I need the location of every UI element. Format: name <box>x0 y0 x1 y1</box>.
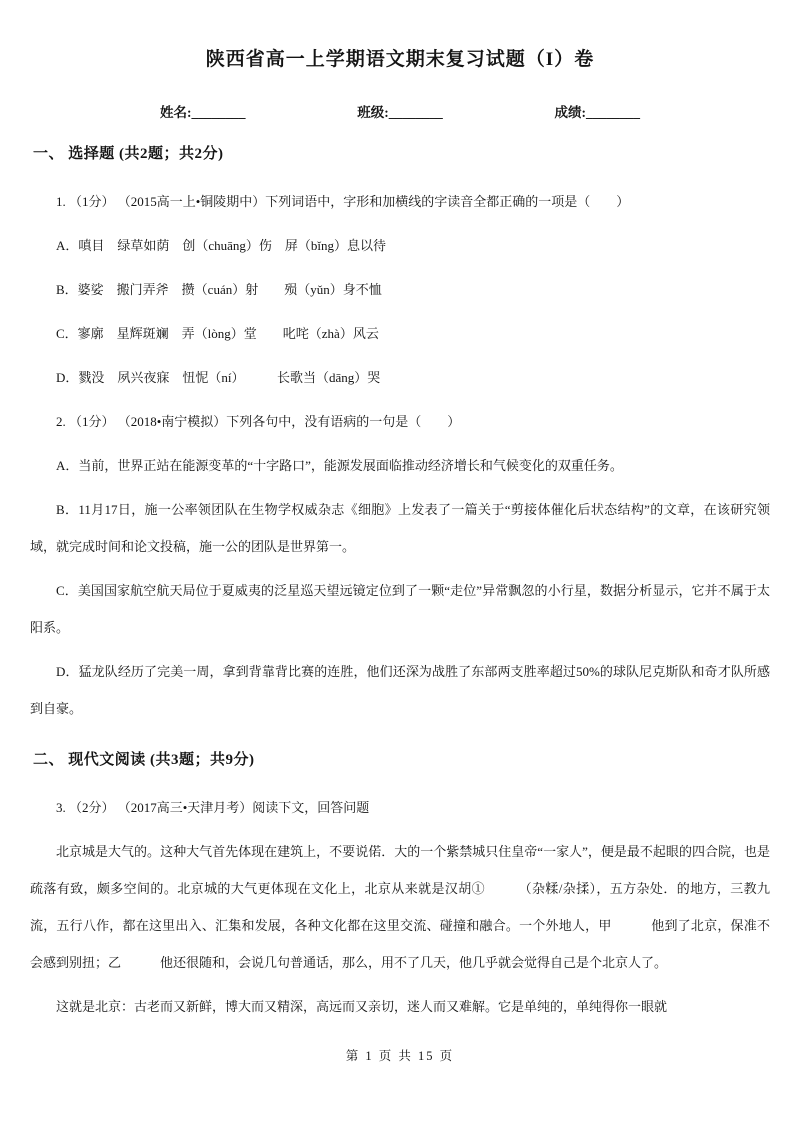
question-3-stem: 3. （2分） （2017高三•天津月考）阅读下文，回答问题 <box>56 800 370 815</box>
question-1-option-a: A．嗔目 绿草如荫 创（chuāng）伤 屏（bǐng）息以待 <box>56 238 387 253</box>
section-2-heading: 二、 现代文阅读 (共3题；共9分) <box>33 752 255 768</box>
student-info-row <box>160 101 640 121</box>
question-2-option-b: B．11月17日，施一公率领团队在生物学权威杂志《细胞》上发表了一篇关于“剪接体催化后状态结构”的文章，在该研究领域，就完成时间和论文投稿，施一公的团队是世界第一。 <box>30 502 770 554</box>
question-1-option-b: B．婆娑 搬门弄斧 攒（cuán）射 殒（yǔn）身不恤 <box>56 282 382 297</box>
page-title: 陕西省高一上学期语文期末复习试题（I）卷 <box>205 49 595 70</box>
reading-passage-paragraph-2: 这就是北京：古老而又新鲜，博大而又精深，高远而又亲切，迷人而又难解。它是单纯的，单纯得你一眼就 <box>56 999 668 1014</box>
class-field: 班级:________ <box>357 105 443 120</box>
question-1-stem: 1. （1分） （2015高一上•铜陵期中）下列词语中，字形和加横线的字读音全都正确的一项是（ ） <box>56 194 630 209</box>
question-2-option-a: A．当前，世界正站在能源变革的“十字路口”，能源发展面临推动经济增长和气候变化的双重任务。 <box>56 458 623 473</box>
question-2-option-d: D．猛龙队经历了完美一周，拿到背靠背比赛的连胜，他们还深为战胜了东部两支胜率超过50%的球队尼克斯队和奇才队所感到自豪。 <box>30 664 770 716</box>
question-2-option-c: C．美国国家航空航天局位于夏威夷的泛星巡天望远镜定位到了一颗“走位”异常飘忽的小行星，数据分析显示，它并不属于太阳系。 <box>30 583 770 635</box>
reading-passage-paragraph-1: 北京城是大气的。这种大气首先体现在建筑上，不要说偌．大的一个紫禁城只住皇帝“一家人”，便是最不起眼的四合院，也是疏落有致，颇多空间的。北京城的大气更体现在文化上，北京从来就是汉胡① （杂糅/杂揉），五方杂处．的地方，三教九流，五行八作，都在这里出入、汇集和发展，各种文化都在这里交流、碰撞和融合。一个外地人，甲 他到了北京，保准不会感到别扭；乙 他还很随和，会说几句普通话，那么，用不了几天，他几乎就会觉得自己是个北京人了。 <box>30 844 770 970</box>
section-1-heading: 一、 选择题 (共2题；共2分) <box>33 146 224 162</box>
score-field: 成绩:________ <box>554 105 640 120</box>
page-footer: 第 1 页 共 15 页 <box>345 1049 455 1063</box>
question-2-stem: 2. （1分） （2018•南宁模拟）下列各句中，没有语病的一句是（ ） <box>56 414 461 429</box>
question-1-option-d: D．戮没 夙兴夜寐 忸怩（ní） 长歌当（dāng）哭 <box>56 370 381 385</box>
question-1-option-c: C．寥廓 星辉斑斓 弄（lòng）堂 叱咤（zhà）风云 <box>56 326 379 341</box>
name-field: 姓名:________ <box>160 105 246 120</box>
